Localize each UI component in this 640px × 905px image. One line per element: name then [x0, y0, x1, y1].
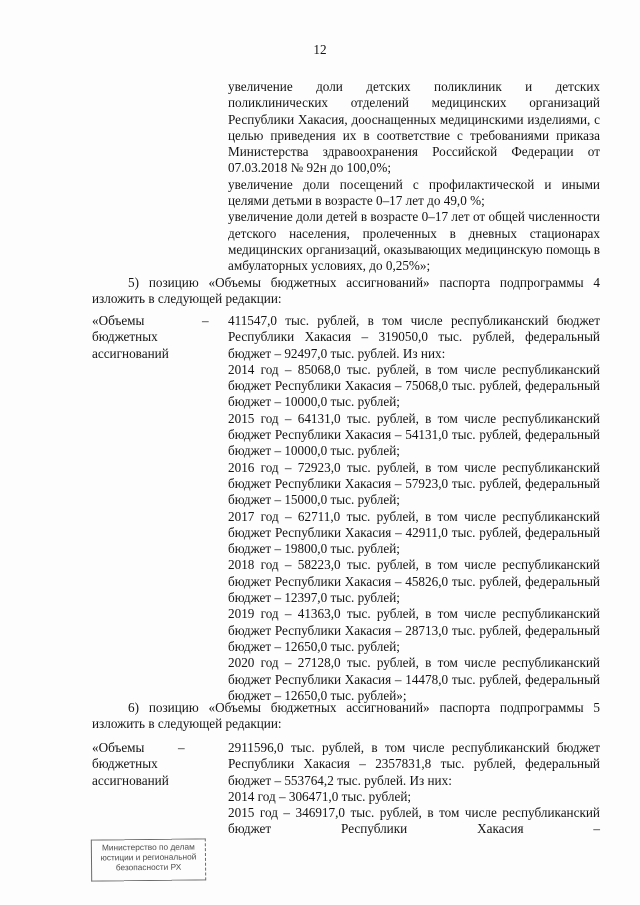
item6-label-cell: [92, 740, 227, 789]
item5-year: 2017 год – 62711,0 тыс. рублей, в том числе республиканский бюджет Республики Хакасия – 42911,0 тыс. рублей, федеральный бюджет – 19800,0 тыс. рублей;: [228, 508, 600, 557]
item5-year: 2020 год – 27128,0 тыс. рублей, в том числе республиканский бюджет Республики Хакасия – 14478,0 тыс. рублей, федеральный бюджет – 12650,0 тыс. рублей»;: [228, 655, 600, 703]
item5-year: 2015 год – 64131,0 тыс. рублей, в том числе республиканский бюджет Республики Хакасия – 54131,0 тыс. рублей, федеральный бюджет – 10000,0 тыс. рублей;: [228, 410, 600, 459]
item5-year: 2016 год – 72923,0 тыс. рублей, в том числе республиканский бюджет Республики Хакасия – 57923,0 тыс. рублей, федеральный бюджет – 15000,0 тыс. рублей;: [228, 459, 600, 508]
list-item: увеличение доли посещений с профилактической и иными целями детьми в возрасте 0–17 лет до 49,0 %;: [228, 176, 600, 209]
item5-total: 411547,0 тыс. рублей, в том числе республиканский бюджет Республики Хакасия – 319050,0 тыс. рублей, федеральный бюджет – 92497,0 тыс. рублей. Из них:: [228, 313, 600, 361]
page-number: 12: [313, 42, 327, 57]
item6-year: 2015 год – 346917,0 тыс. рублей, в том числе республиканский бюджет Республики Хакасия –: [228, 805, 600, 837]
item6-intro: 6) позицию «Объемы бюджетных ассигнований» паспорта подпрограммы 5 изложить в следующей редакции:: [92, 700, 600, 732]
item5-year: 2019 год – 41363,0 тыс. рублей, в том числе республиканский бюджет Республики Хакасия – 28713,0 тыс. рублей, федеральный бюджет – 12650,0 тыс. рублей;: [228, 606, 600, 654]
item5-label-cell: [92, 313, 227, 362]
top-items-list: [228, 79, 600, 275]
item5-year: 2018 год – 58223,0 тыс. рублей, в том числе республиканский бюджет Республики Хакасия – 45826,0 тыс. рублей, федеральный бюджет – 12397,0 тыс. рублей;: [228, 557, 600, 606]
list-item: увеличение доли детей в возрасте 0–17 лет от общей численности детского населения, пролеченных в дневных стационарах медицинских организаций, оказывающих медицинскую помощь в амбулаторных условиях, до 0,25%»;: [228, 209, 600, 274]
item6-dash: –: [178, 740, 185, 755]
stamp-line: юстиции и региональной: [100, 851, 197, 863]
item6-total: 2911596,0 тыс. рублей, в том числе республиканский бюджет Республики Хакасия – 2357831,8 тыс. рублей, федеральный бюджет – 553764,2 тыс. рублей. Из них:: [228, 740, 600, 788]
item5-dash: –: [202, 313, 209, 328]
item5-year: 2014 год – 85068,0 тыс. рублей, в том числе республиканский бюджет Республики Хакасия – 75068,0 тыс. рублей, федеральный бюджет – 10000,0 тыс. рублей;: [228, 361, 600, 410]
item5-intro: 5) позицию «Объемы бюджетных ассигнований» паспорта подпрограммы 4 изложить в следующей редакции:: [92, 275, 600, 307]
item6-values: [228, 740, 600, 838]
item6-year: 2014 год – 306471,0 тыс. рублей;: [228, 788, 412, 804]
registration-stamp: [91, 838, 206, 881]
list-item: увеличение доли детских поликлиник и детских поликлинических отделений медицинских организаций Республики Хакасия, дооснащенных медицинскими изделиями, с целью приведения их в соответствие с требованиями приказа Министерства здравоохранения Российской Федерации от 07.03.2018 № 92н до 100,0%;: [228, 79, 600, 176]
item6-label: «Объемы бюджетных ассигнований: [92, 740, 169, 788]
stamp-line: Министерство по делам: [101, 841, 195, 853]
item5-values: [228, 313, 600, 704]
stamp-line: безопасности РХ: [115, 862, 182, 873]
item5-label: «Объемы бюджетных ассигнований: [92, 313, 169, 361]
